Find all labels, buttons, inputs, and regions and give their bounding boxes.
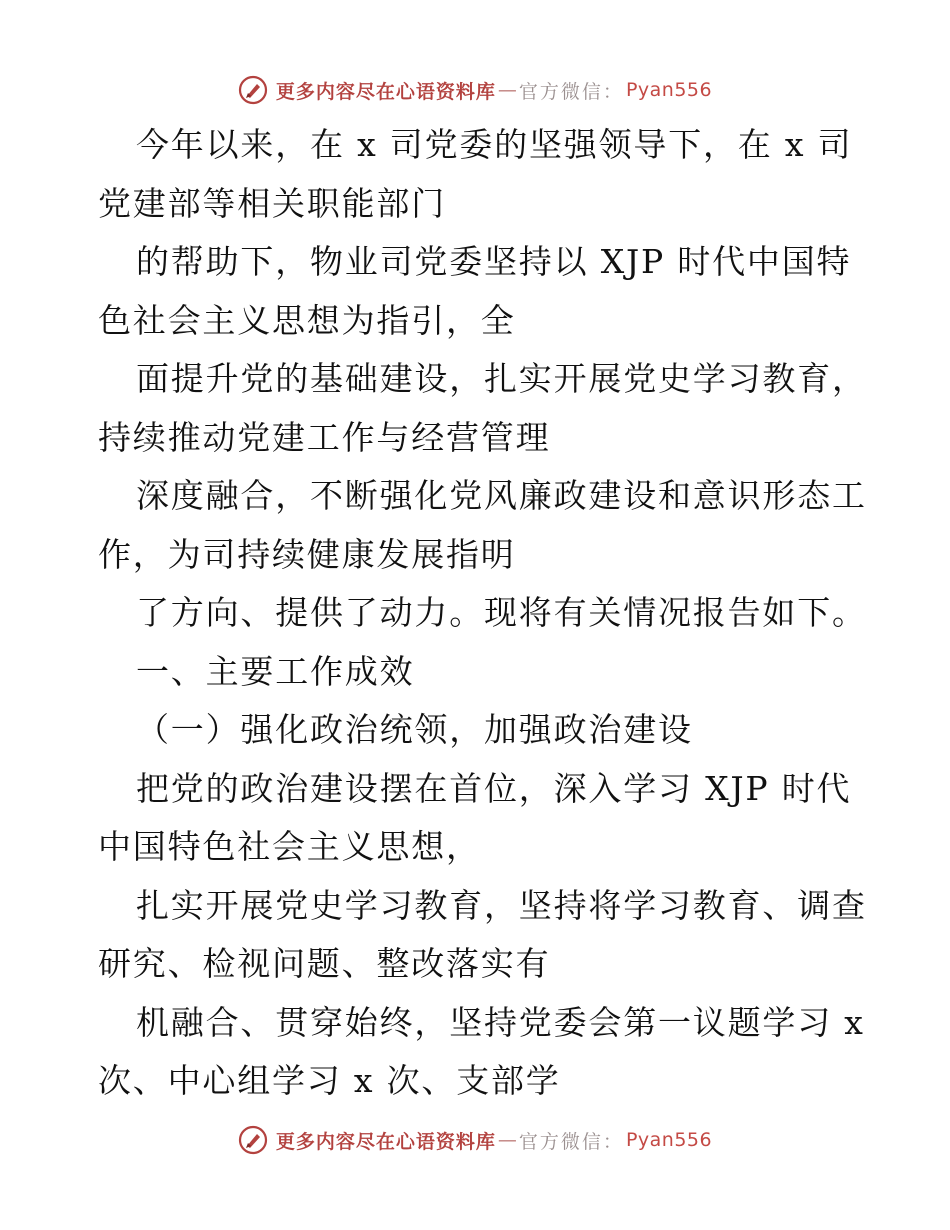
document-line: 中国特色社会主义思想，	[98, 827, 481, 866]
document-line: 把党的政治建设摆在首位，深入学习 XJP 时代	[136, 768, 852, 808]
watermark-site-text: 更多内容尽在心语资料库	[275, 1130, 496, 1153]
watermark-separator: —	[497, 79, 517, 101]
document-line: 作，为司持续健康发展指明	[98, 534, 516, 574]
document-line: （一）强化政治统领，加强政治建设	[136, 710, 693, 749]
pen-nib-logo-icon	[238, 1125, 268, 1155]
document-line: 的帮助下，物业司党委坚持以 XJP 时代中国特	[136, 242, 852, 281]
document-line: 次、中心组学习 x 次、支部学	[98, 1061, 561, 1100]
document-line: 色社会主义思想为指引，全	[98, 300, 516, 340]
watermark-wechat-id: Pyan556	[625, 79, 713, 101]
document-line: 了方向、提供了动力。现将有关情况报告如下。	[136, 593, 867, 632]
pen-nib-logo-icon	[238, 75, 268, 105]
watermark-separator: —	[497, 1129, 517, 1151]
watermark-official-label: 官方微信：	[518, 1130, 624, 1153]
watermark-wechat-id: Pyan556	[625, 1129, 713, 1151]
footer-watermark	[0, 1120, 950, 1160]
document-line: 机融合、贯穿始终，坚持党委会第一议题学习 x	[136, 1002, 865, 1042]
document-body	[98, 116, 867, 1111]
document-line: 一、主要工作成效	[136, 651, 415, 691]
document-line: 今年以来，在 x 司党委的坚强领导下，在 x 司	[136, 125, 853, 164]
document-line: 研究、检视问题、整改落实有	[98, 944, 551, 983]
document-line: 面提升党的基础建设，扎实开展党史学习教育，	[136, 359, 867, 398]
document-line: 扎实开展党史学习教育，坚持将学习教育、调查	[136, 885, 867, 925]
document-line: 持续推动党建工作与经营管理	[98, 417, 551, 457]
header-watermark	[0, 70, 950, 110]
watermark-site-text: 更多内容尽在心语资料库	[275, 80, 496, 103]
document-line: 党建部等相关职能部门	[98, 183, 446, 223]
watermark-official-label: 官方微信：	[518, 80, 624, 103]
document-line: 深度融合，不断强化党风廉政建设和意识形态工	[136, 476, 867, 515]
